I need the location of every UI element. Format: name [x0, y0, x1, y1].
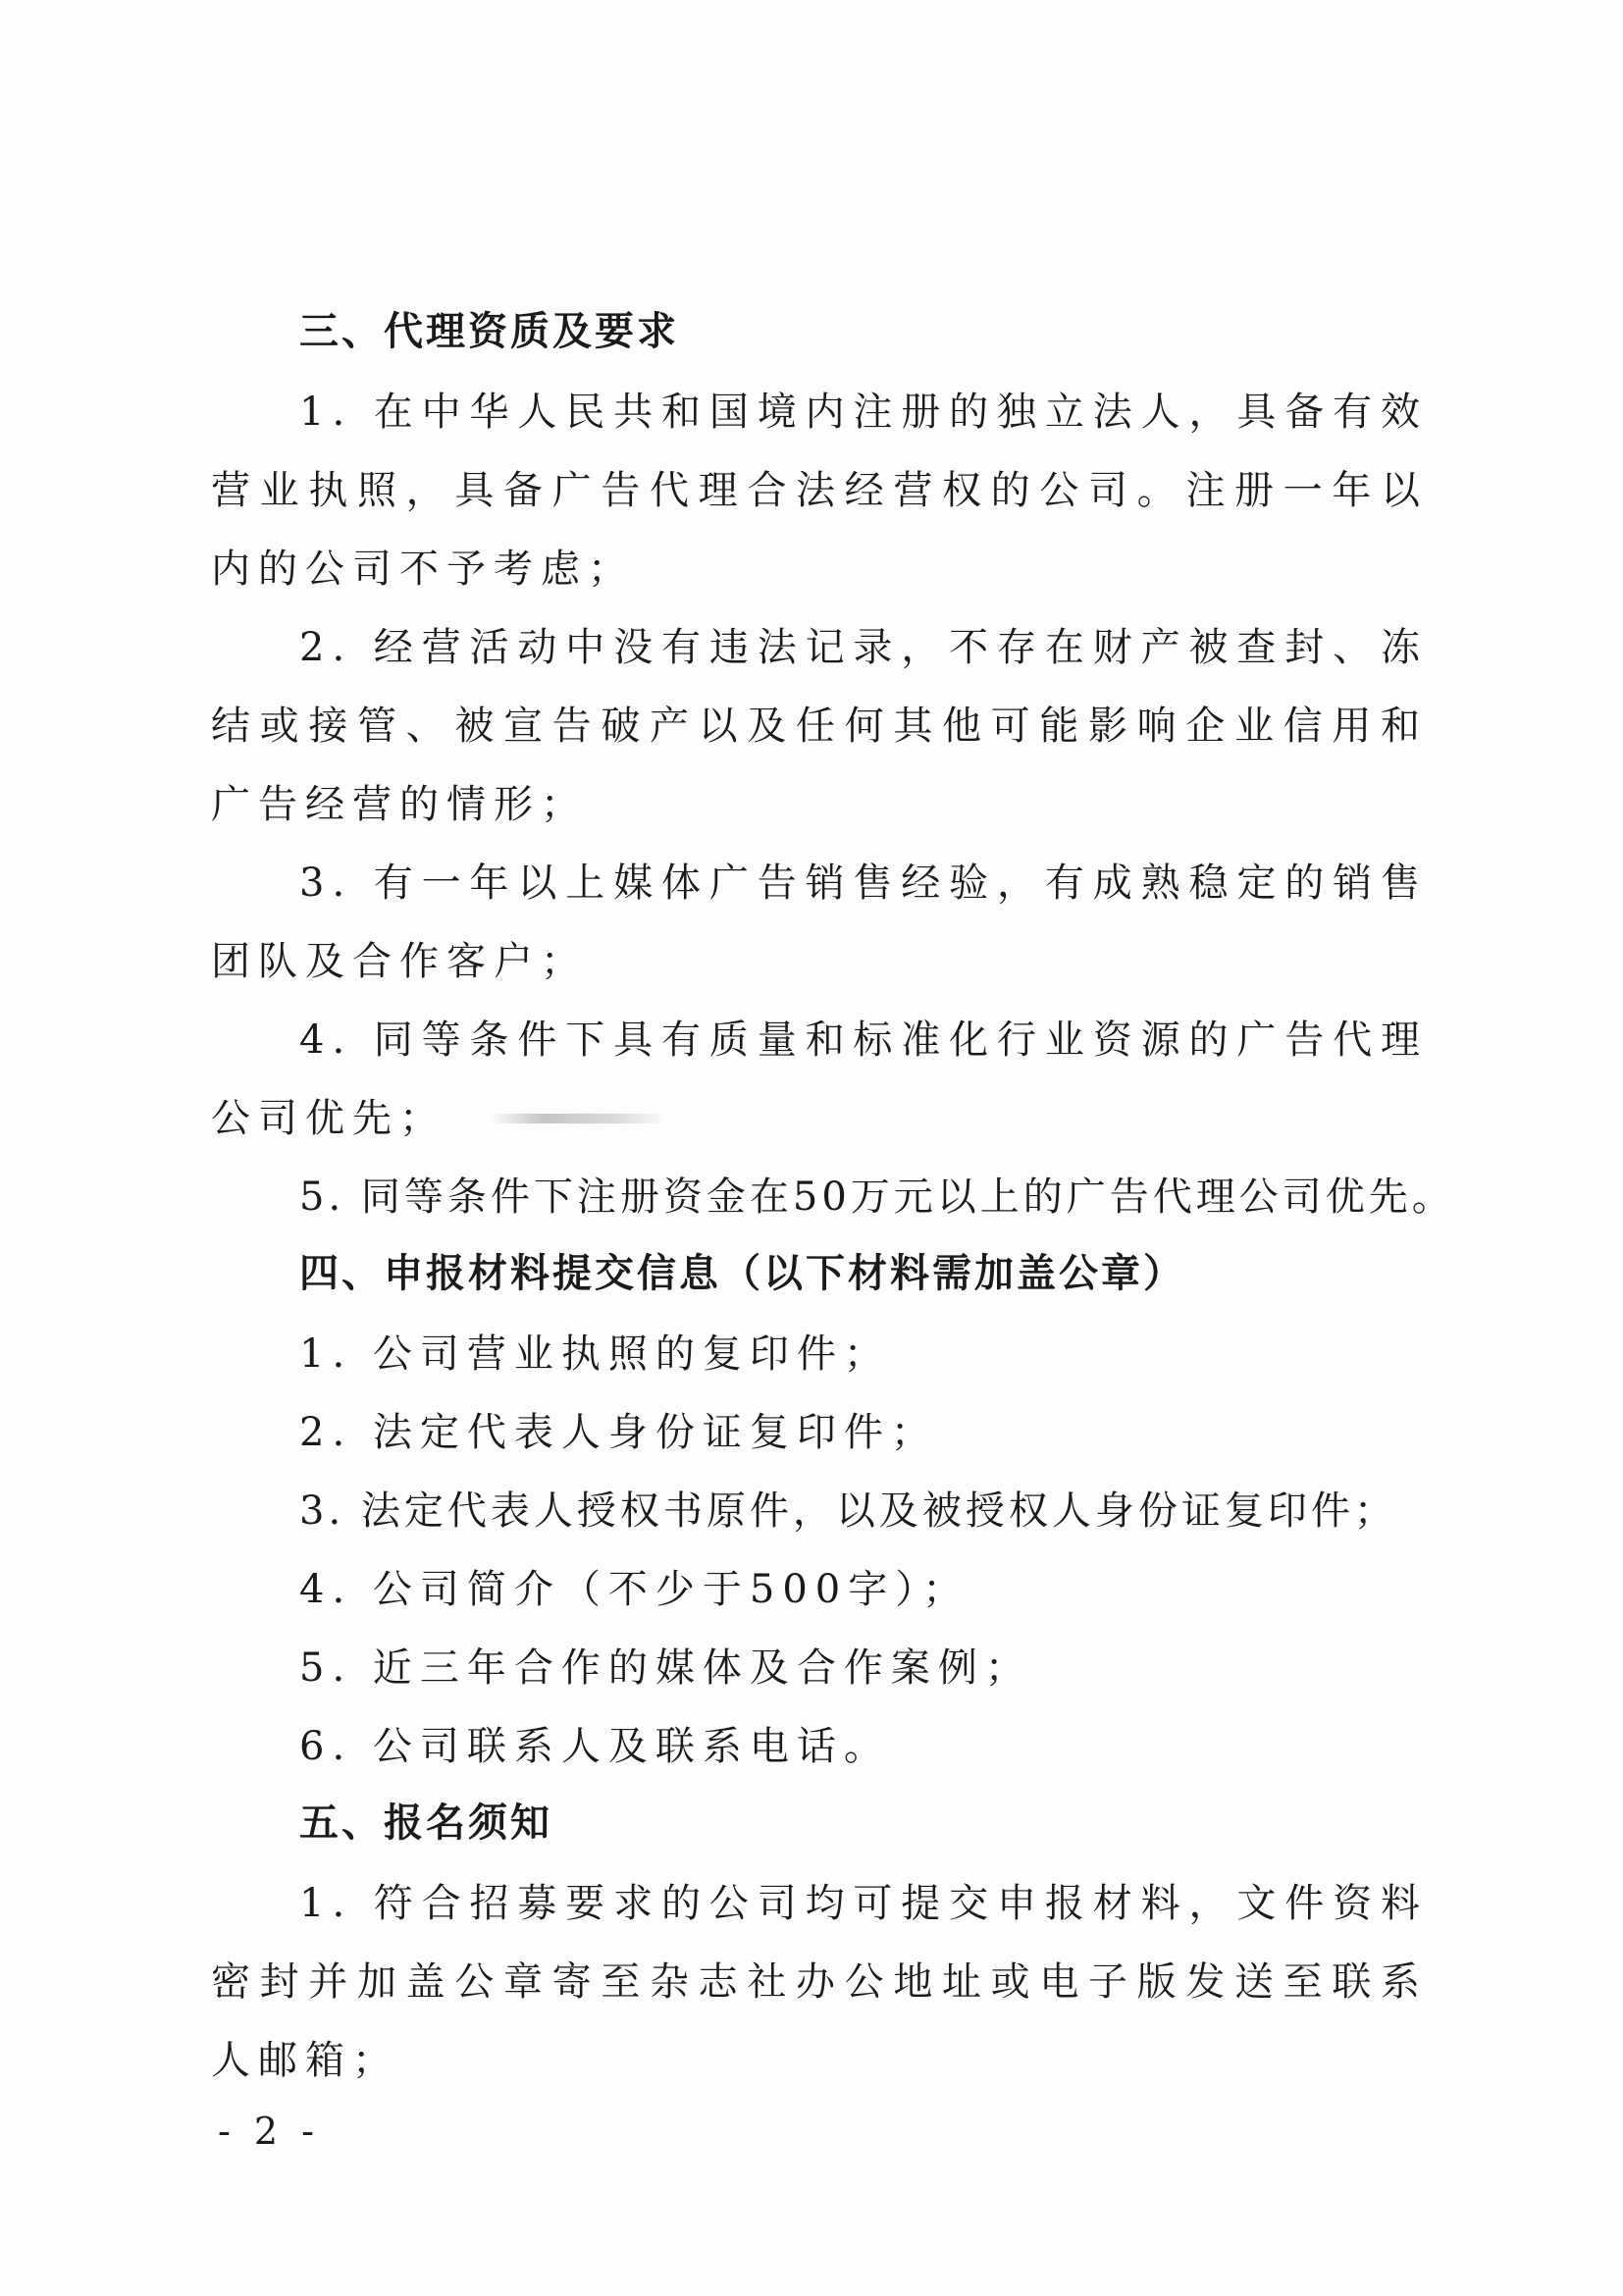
material-item-6: 6. 公司联系人及联系电话。 — [299, 1724, 891, 1769]
material-item-4: 4. 公司简介（不少于500字）； — [299, 1567, 970, 1612]
qualification-item-3: 3. 有一年以上媒体广告销售经验，有成熟稳定的销售团队及合作客户； — [211, 861, 1428, 984]
qualification-item-1: 1. 在中华人民共和国境内注册的独立法人，具备有效营业执照，具备广告代理合法经营权的公司。注册一年以内的公司不予考虑； — [211, 390, 1428, 592]
scan-smudge — [491, 1114, 667, 1123]
section-heading-materials: 四、申报材料提交信息（以下材料需加盖公章） — [299, 1251, 1185, 1296]
section-qualifications — [211, 294, 1455, 1236]
registration-item-1: 1. 符合招募要求的公司均可提交申报材料，文件资料密封并加盖公章寄至杂志社办公地址或电子版发送至联系人邮箱； — [211, 1881, 1428, 2083]
material-item-5: 5. 近三年合作的媒体及合作案例； — [299, 1645, 1032, 1691]
section-registration — [211, 1786, 1428, 2100]
material-item-3: 3. 法定代表人授权书原件，以及被授权人身份证复印件； — [299, 1488, 1397, 1534]
qualification-item-5: 5. 同等条件下注册资金在50万元以上的广告代理公司优先。 — [299, 1174, 1455, 1220]
page-number: - 2 - — [218, 2110, 321, 2153]
section-heading-qualifications: 三、代理资质及要求 — [299, 309, 679, 354]
material-item-2: 2. 法定代表人身份证复印件； — [299, 1410, 938, 1455]
document-body — [211, 294, 1455, 2100]
material-item-1: 1. 公司营业执照的复印件； — [299, 1331, 891, 1377]
section-heading-registration: 五、报名须知 — [299, 1800, 552, 1846]
section-materials — [211, 1236, 1428, 1786]
qualification-item-4: 4. 同等条件下具有质量和标准化行业资源的广告代理公司优先； — [211, 1018, 1428, 1141]
qualification-item-2: 2. 经营活动中没有违法记录，不存在财产被查封、冻结或接管、被宣告破产以及任何其他可能影响企业信用和广告经营的情形； — [211, 625, 1428, 827]
